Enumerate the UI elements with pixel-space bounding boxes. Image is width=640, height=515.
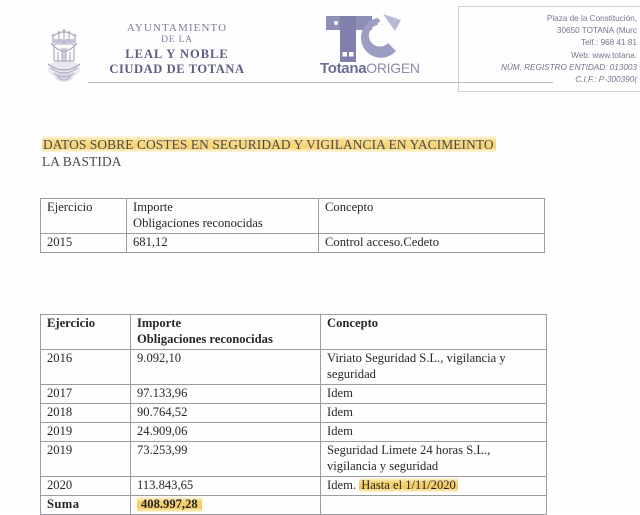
- cell-importe: 113.843,65: [131, 477, 321, 496]
- table-row: [41, 350, 547, 385]
- ayuntamiento-line-1: AYUNTAMIENTO: [126, 22, 228, 34]
- page-title-line-2: LA BASTIDA: [42, 154, 122, 169]
- cell-concepto: [321, 477, 547, 496]
- logo-word-totana: Totana: [320, 60, 367, 77]
- cell-concepto: Control acceso.Cedeto: [319, 234, 545, 253]
- table-2-col-importe-sub: Obligaciones reconocidas: [137, 331, 273, 346]
- address-line-street: Plaza de la Constitución,: [546, 14, 637, 23]
- ayuntamiento-line-3: LEAL Y NOBLE: [125, 46, 229, 61]
- ayuntamiento-line-2: DE LA: [161, 35, 193, 46]
- table-2-header: [41, 315, 547, 350]
- table-1-col-importe-sub: Obligaciones reconocidas: [133, 215, 263, 230]
- cell-ejercicio: 2019: [41, 442, 131, 477]
- cell-ejercicio: 2015: [41, 234, 127, 253]
- table-row: [41, 404, 547, 423]
- table-row: [41, 315, 547, 350]
- ayuntamiento-line-4: CIUDAD DE TOTANA: [109, 62, 245, 77]
- cell-ejercicio: 2019: [41, 423, 131, 442]
- table-2-body: [41, 350, 547, 515]
- ayuntamiento-heading: [92, 22, 262, 77]
- table-row: [41, 477, 547, 496]
- totana-origen-wordmark: [320, 60, 420, 77]
- cell-concepto: Seguridad Limete 24 horas S.L., vigilancia y seguridad: [321, 442, 547, 477]
- address-lines: [501, 13, 637, 86]
- document-header: [0, 0, 640, 105]
- cell-concepto: Idem: [321, 423, 547, 442]
- address-box: [458, 6, 640, 92]
- table-2-col-concepto: Concepto: [321, 315, 547, 350]
- table-row: [41, 234, 545, 253]
- table-row: [41, 423, 547, 442]
- table-1-col-ejercicio: Ejercicio: [41, 199, 127, 234]
- cell-ejercicio: 2017: [41, 385, 131, 404]
- cell-concepto-highlighted: Hasta el 1/11/2020: [361, 478, 456, 492]
- cell-importe: 90.764,52: [131, 404, 321, 423]
- table-row: [41, 385, 547, 404]
- address-line-web: Web: www.totana.: [571, 50, 637, 60]
- address-line-city: 30650 TOTANA (Murc: [556, 26, 637, 36]
- cell-concepto-plain: Idem.: [327, 478, 360, 492]
- cell-importe: 681,12: [127, 234, 319, 253]
- costes-2016-2020-table: [40, 314, 547, 515]
- cell-ejercicio: 2018: [41, 404, 131, 423]
- scan-artifact: ·: [553, 258, 556, 268]
- cell-concepto: Viriato Seguridad S.L., vigilancia y seguridad: [321, 350, 547, 385]
- costes-2015-table: [40, 198, 545, 253]
- table-2-col-ejercicio: Ejercicio: [41, 315, 131, 350]
- table-1-header: [41, 199, 545, 234]
- cell-importe: 24.909,06: [131, 423, 321, 442]
- cell-concepto: Idem: [321, 404, 547, 423]
- cell-ejercicio: 2016: [41, 350, 131, 385]
- table-1-col-concepto: Concepto: [319, 199, 545, 234]
- address-line-registro: NÚM. REGISTRO ENTIDAD: 013003: [500, 62, 637, 72]
- table-2-col-importe: [131, 315, 321, 350]
- address-line-phone: Telf.: 968 41 81: [581, 38, 637, 48]
- cell-importe: 73.253,99: [131, 442, 321, 477]
- page-title: [42, 136, 622, 170]
- page-title-line-1: DATOS SOBRE COSTES EN SEGURIDAD Y VIGILANCIA EN YACIMEINTO: [43, 137, 494, 152]
- totana-coat-of-arms-icon: [40, 20, 88, 86]
- table-row: [41, 442, 547, 477]
- table-1-body: [41, 234, 545, 253]
- table-1-col-importe-main: Importe: [133, 200, 173, 214]
- cell-importe: 9.092,10: [131, 350, 321, 385]
- total-amount: 408.997,28: [137, 497, 202, 512]
- cell-total-importe: [131, 496, 321, 515]
- cell-ejercicio: 2020: [41, 477, 131, 496]
- table-1-col-importe: [127, 199, 319, 234]
- address-line-cif: C.I.F.: P-300390(: [575, 75, 637, 85]
- logo-word-origen: ORIGEN: [366, 60, 420, 76]
- table-row: [41, 199, 545, 234]
- cell-total-label: Suma: [41, 496, 131, 515]
- table-2-col-importe-main: Importe: [137, 316, 182, 330]
- cell-concepto: Idem: [321, 385, 547, 404]
- cell-importe: 97.133,96: [131, 385, 321, 404]
- cell-total-concepto: [321, 496, 547, 515]
- table-row-total: [41, 496, 547, 515]
